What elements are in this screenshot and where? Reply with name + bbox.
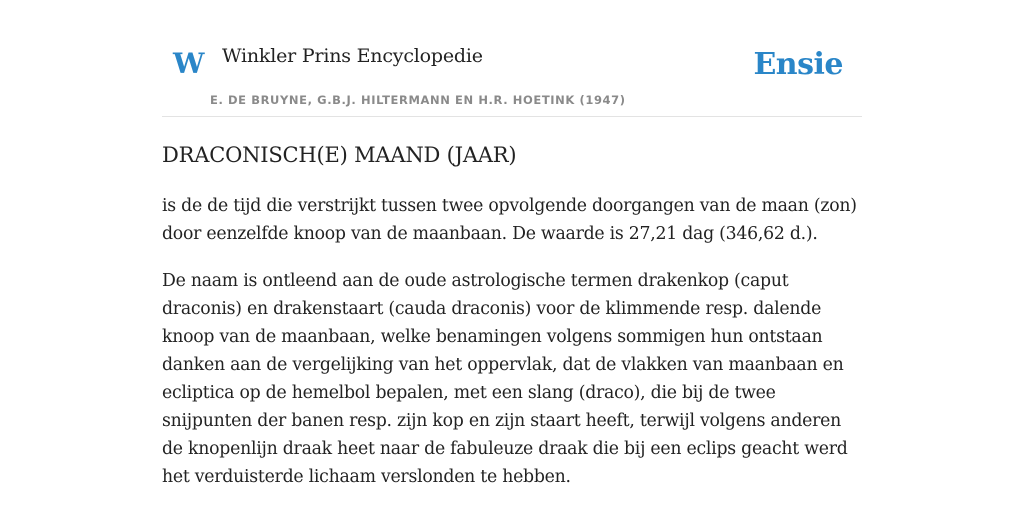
authors-line: E. DE BRUYNE, G.B.J. HILTERMANN EN H.R. HOETINK (1947) <box>210 93 626 107</box>
encyclopedia-logo[interactable]: W <box>173 47 205 80</box>
brand-logo[interactable]: Ensie <box>753 47 843 82</box>
encyclopedia-name[interactable]: Winkler Prins Encyclopedie <box>222 45 483 67</box>
article <box>162 140 862 491</box>
site-header <box>162 0 862 117</box>
entry-title: DRACONISCH(E) MAAND (JAAR) <box>162 143 517 167</box>
paragraph-definition: is de de tijd die verstrijkt tussen twee opvolgende doorgangen van de maan (zon) door eenzelfde knoop van de maanbaan. De waarde is 27,21 dag (346,62 d.). <box>162 196 857 244</box>
paragraph-etymology: De naam is ontleend aan de oude astrologische termen drakenkop (caput draconis) en drakenstaart (cauda draconis) voor de klimmende resp. dalende knoop van de maanbaan, welke benamingen volgens sommigen hun ontstaan danken aan de vergelijking van het oppervlak, dat de vlakken van maanbaan en ecliptica op de hemelbol bepalen, met een slang (draco), die bij de twee snijpunten der banen resp. zijn kop en zijn staart heeft, terwijl volgens anderen de knopenlijn draak heet naar de fabuleuze draak die bij een eclips geacht werd het verduisterde lichaam verslonden te hebben. <box>162 271 848 487</box>
